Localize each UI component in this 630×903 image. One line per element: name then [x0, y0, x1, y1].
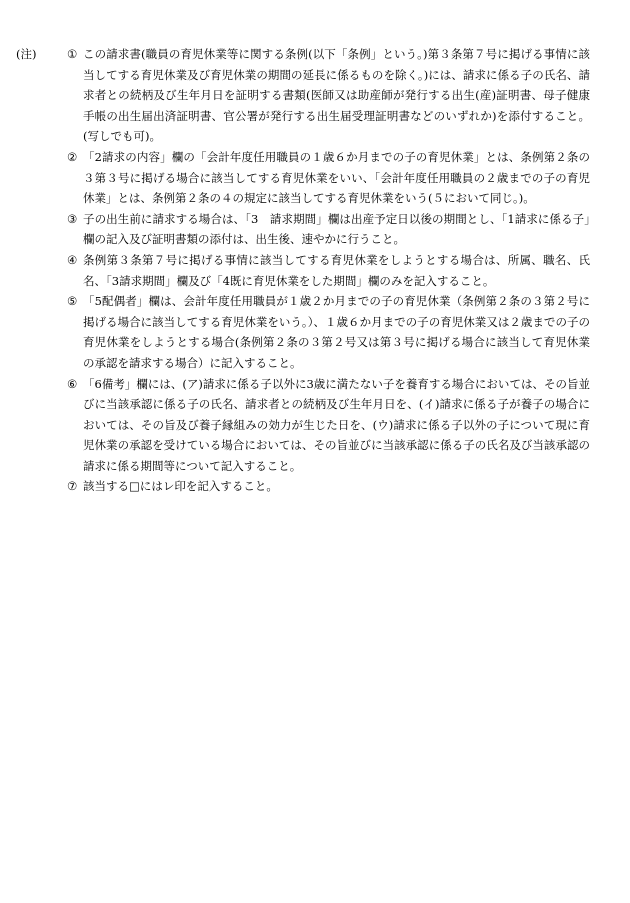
- note-text: 条例第３条第７号に掲げる事情に該当してする育児休業をしようとする場合は、所属、職名、氏名、「3請求期間」欄及び「4既に育児休業をした期間」欄のみを記入すること。: [83, 252, 590, 288]
- note-text: 該当する□にはレ印を記入すること。: [83, 479, 278, 494]
- note-text: 「5配偶者」欄は、会計年度任用職員が１歳２か月までの子の育児休業（条例第２条の３第２号に掲げる場合に該当してする育児休業をいう。）、１歳６か月までの子の育児休業又は２歳までの子の育児休業をしようとする場合(条例第２条の３第２号又は第３号に掲げる場合に該当して育児休業の承認を請求する場合）に記入すること。: [83, 294, 590, 370]
- note-2: [50, 147, 590, 209]
- note-marker: ④: [67, 252, 78, 267]
- notes-section: [16, 44, 590, 497]
- note-text: 「2請求の内容」欄の「会計年度任用職員の１歳６か月までの子の育児休業」とは、条例第２条の３第３号に掲げる場合に該当してする育児休業をいい、「会計年度任用職員の２歳までの子の育児休業」とは、条例第２条の４の規定に該当してする育児休業をいう(５において同じ。)。: [83, 149, 590, 206]
- note-3: [50, 209, 590, 250]
- note-marker: ⑤: [67, 294, 78, 309]
- note-4: [50, 250, 590, 291]
- note-marker: ②: [67, 149, 78, 164]
- note-7: [50, 476, 590, 497]
- note-marker: ③: [67, 211, 78, 226]
- note-marker: ①: [67, 47, 78, 61]
- note-marker: ⑥: [67, 376, 78, 391]
- notes-prefix: (注): [16, 47, 37, 61]
- note-marker: ⑦: [67, 479, 78, 494]
- note-5: [50, 291, 590, 373]
- note-text: 「6備考」欄には、(ア)請求に係る子以外に3歳に満たない子を養育する場合においては、その旨並びに当該承認に係る子の氏名、請求者との続柄及び生年月日を、(イ)請求に係る子が養子の場合においては、その旨及び養子縁組みの効力が生じた日を、(ウ)請求に係る子以外の子について現に育児休業の承認を受けている場合においては、その旨並びに当該承認に係る子の氏名及び当該承認の請求に係る期間等について記入すること。: [83, 376, 590, 473]
- note-text: この請求書(職員の育児休業等に関する条例(以下「条例」という。)第３条第７号に掲げる事情に該当してする育児休業及び育児休業の期間の延長に係るものを除く。)には、請求に係る子の氏名、請求者との続柄及び生年月日を証明する書類(医師又は助産師が発行する出生(産)証明書、母子健康手帳の出生届出済証明書、官公署が発行する出生届受理証明書などのいずれか)を添付すること。(写しでも可)。: [83, 47, 590, 144]
- note-1: [16, 44, 590, 147]
- note-6: [50, 374, 590, 477]
- note-text: 子の出生前に請求する場合は、「3 請求期間」欄は出産予定日以後の期間とし、「1請求に係る子」欄の記入及び証明書類の添付は、出生後、速やかに行うこと。: [83, 211, 590, 247]
